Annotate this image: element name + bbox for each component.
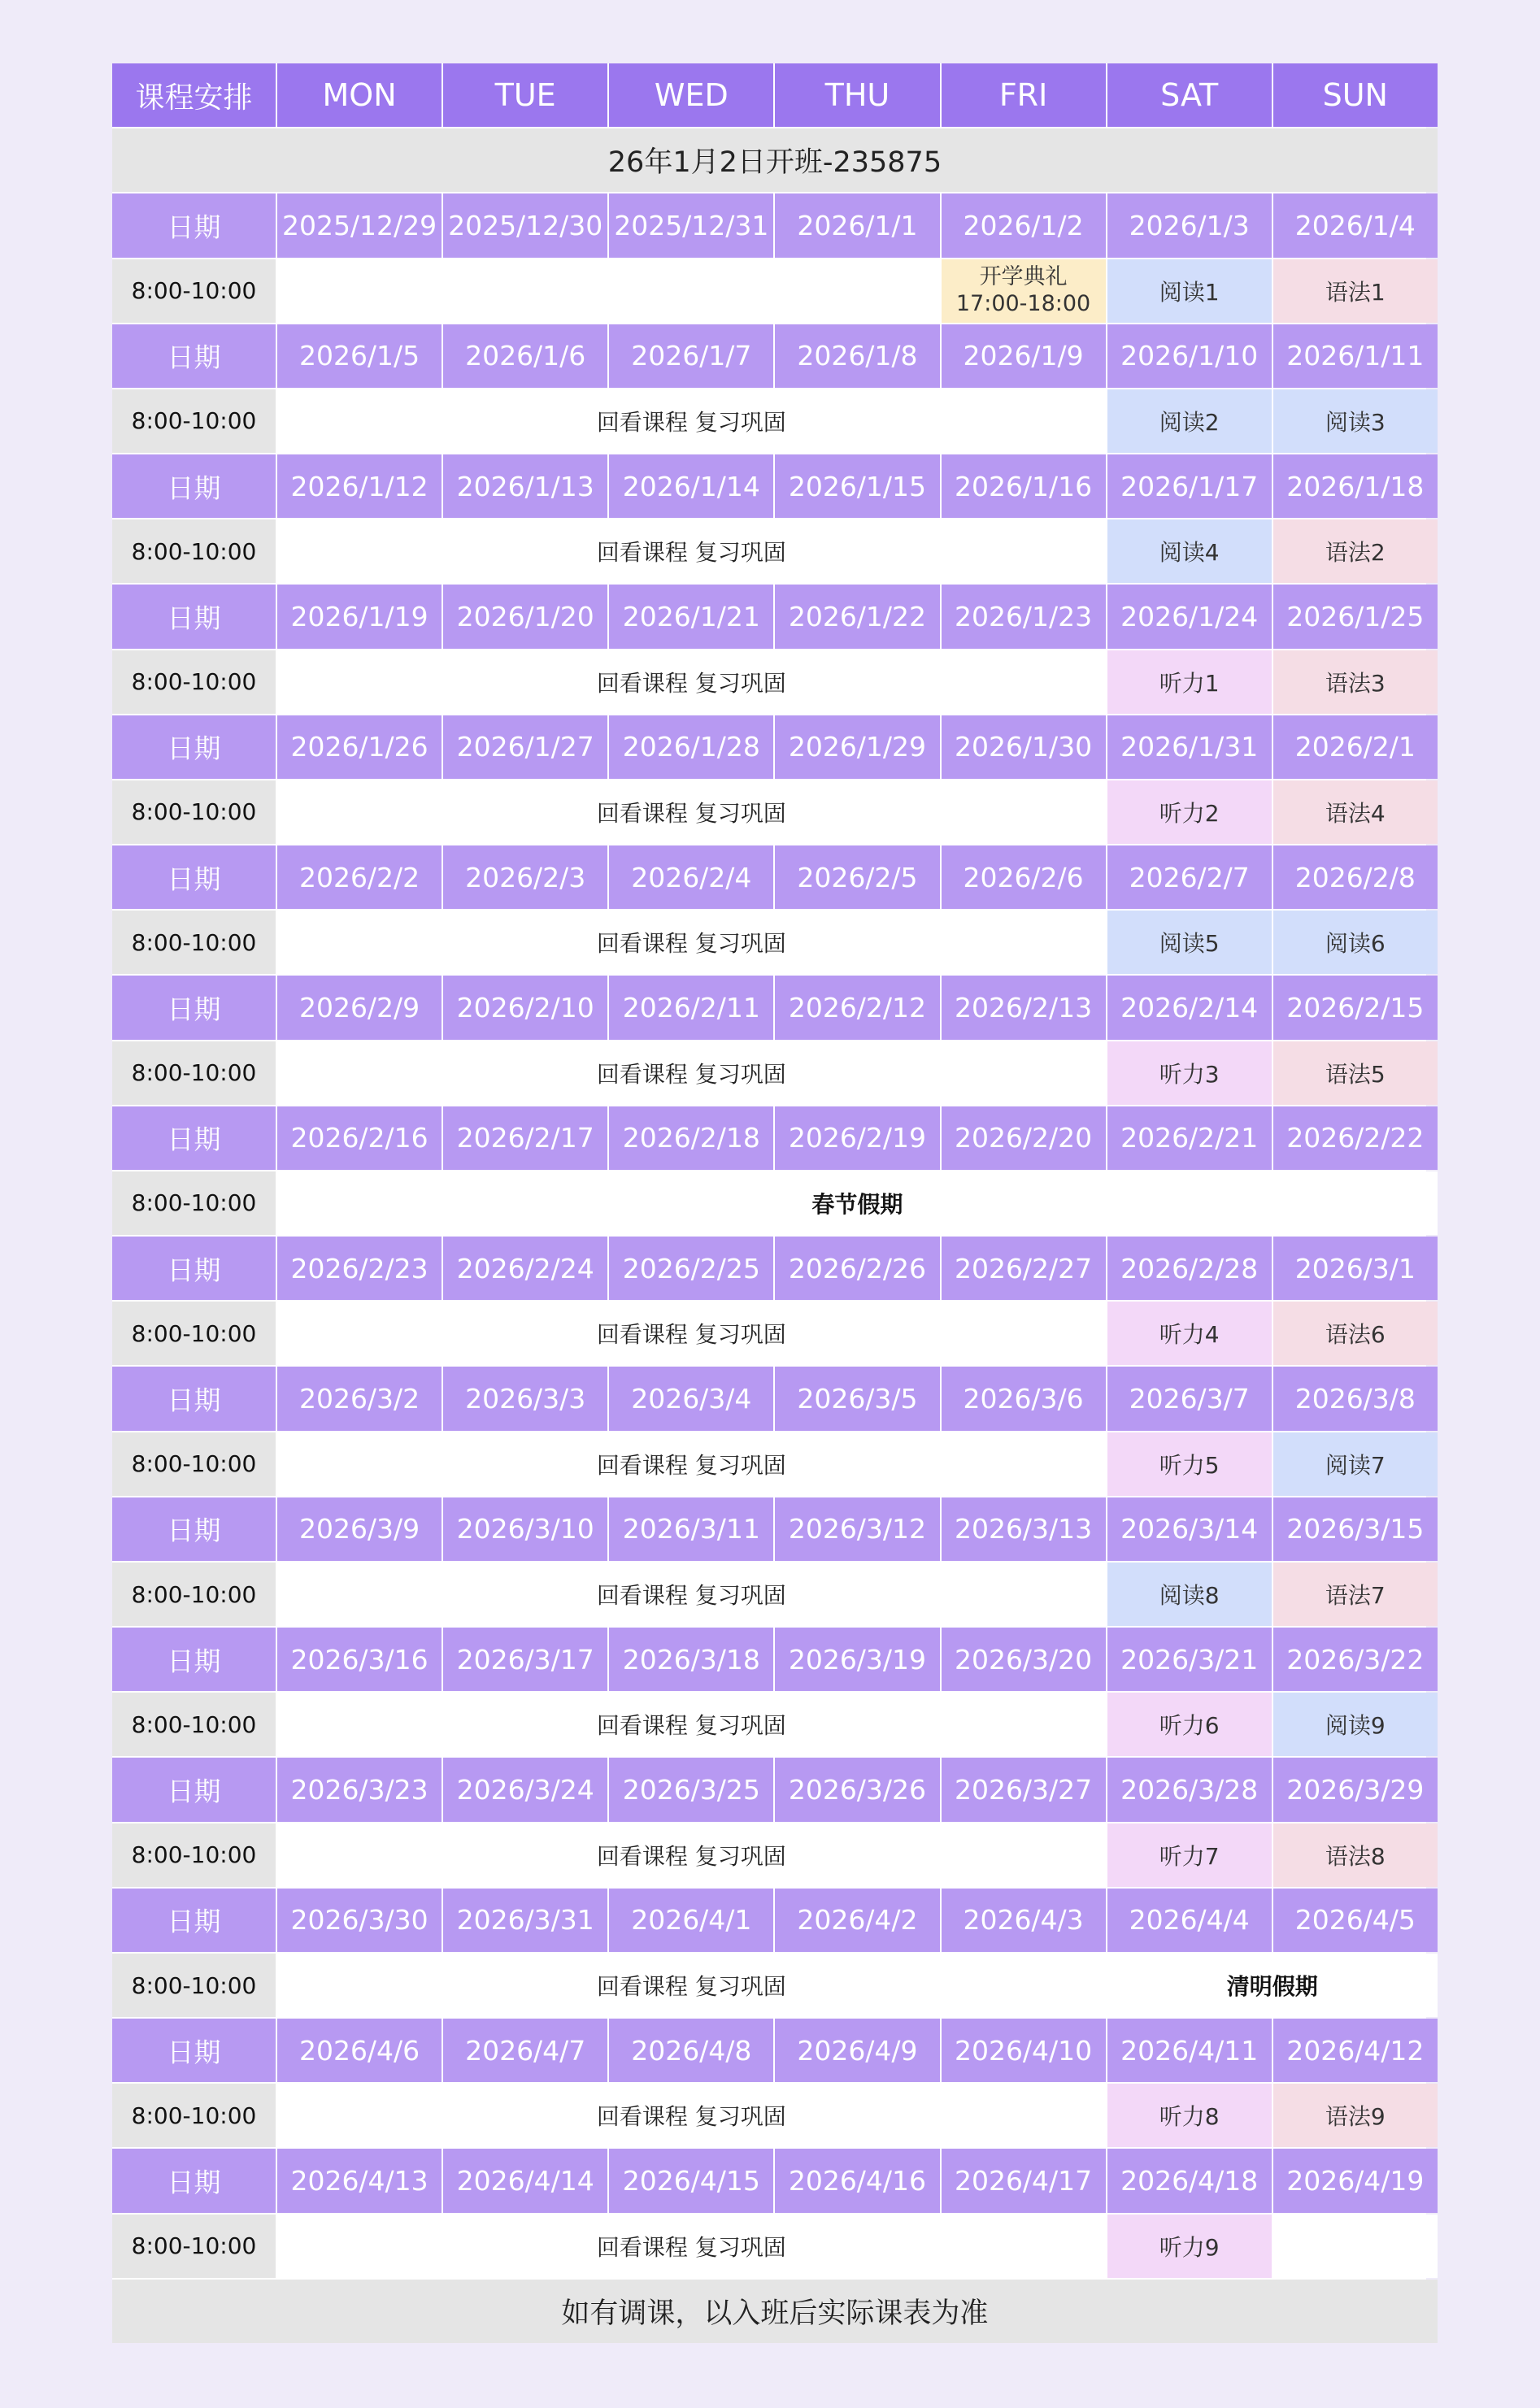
- date-2026-1-12: 2026/1/12: [277, 454, 442, 518]
- date-2026-1-13: 2026/1/13: [443, 454, 607, 518]
- footer-note: 如有调课，以入班后实际课表为准: [112, 2280, 1438, 2343]
- lesson-grammar: 语法5: [1273, 1041, 1438, 1105]
- empty-cell: [277, 259, 940, 323]
- time-slot: 8:00-10:00: [112, 259, 276, 323]
- date-2026-4-8: 2026/4/8: [609, 2019, 773, 2082]
- date-2026-3-26: 2026/3/26: [775, 1758, 939, 1821]
- date-2026-1-26: 2026/1/26: [277, 715, 442, 779]
- review-cell: 回看课程 复习巩固: [277, 1693, 1106, 1756]
- date-2026-1-9: 2026/1/9: [942, 324, 1106, 388]
- empty-cell: [1273, 2215, 1438, 2278]
- date-2026-2-8: 2026/2/8: [1273, 845, 1438, 909]
- review-cell: 回看课程 复习巩固: [277, 1954, 1106, 2017]
- review-cell: 回看课程 复习巩固: [277, 1302, 1106, 1365]
- course-schedule-table: [112, 63, 1426, 2343]
- date-2026-4-13: 2026/4/13: [277, 2149, 442, 2212]
- date-2026-3-1: 2026/3/1: [1273, 1237, 1438, 1300]
- holiday-cell: 清明假期: [1107, 1954, 1438, 2017]
- date-2026-3-31: 2026/3/31: [443, 1889, 607, 1952]
- date-row-label: 日期: [112, 585, 276, 648]
- date-2026-1-10: 2026/1/10: [1107, 324, 1272, 388]
- lesson-reading: 阅读1: [1107, 259, 1272, 323]
- time-slot: 8:00-10:00: [112, 1171, 276, 1235]
- day-header-sun: SUN: [1273, 63, 1438, 127]
- date-2026-2-23: 2026/2/23: [277, 1237, 442, 1300]
- date-2026-2-25: 2026/2/25: [609, 1237, 773, 1300]
- date-2026-2-22: 2026/2/22: [1273, 1106, 1438, 1170]
- review-cell: 回看课程 复习巩固: [277, 1823, 1106, 1887]
- date-2026-3-25: 2026/3/25: [609, 1758, 773, 1821]
- lesson-reading: 阅读6: [1273, 911, 1438, 974]
- date-2026-4-18: 2026/4/18: [1107, 2149, 1272, 2212]
- time-slot: 8:00-10:00: [112, 1954, 276, 2017]
- date-2026-1-23: 2026/1/23: [942, 585, 1106, 648]
- date-row-label: 日期: [112, 1237, 276, 1300]
- date-2026-1-1: 2026/1/1: [775, 193, 939, 257]
- lesson-grammar: 语法3: [1273, 650, 1438, 714]
- date-2026-2-6: 2026/2/6: [942, 845, 1106, 909]
- date-2026-1-5: 2026/1/5: [277, 324, 442, 388]
- date-2026-1-6: 2026/1/6: [443, 324, 607, 388]
- date-2026-4-10: 2026/4/10: [942, 2019, 1106, 2082]
- date-row-label: 日期: [112, 976, 276, 1039]
- lesson-reading: 阅读7: [1273, 1432, 1438, 1496]
- date-2026-2-16: 2026/2/16: [277, 1106, 442, 1170]
- date-2026-3-8: 2026/3/8: [1273, 1367, 1438, 1430]
- date-2026-2-18: 2026/2/18: [609, 1106, 773, 1170]
- date-2026-2-10: 2026/2/10: [443, 976, 607, 1039]
- header-title: 课程安排: [112, 63, 276, 127]
- date-2026-3-15: 2026/3/15: [1273, 1497, 1438, 1561]
- lesson-reading: 阅读5: [1107, 911, 1272, 974]
- date-2026-4-1: 2026/4/1: [609, 1889, 773, 1952]
- day-header-fri: FRI: [942, 63, 1106, 127]
- date-2026-1-28: 2026/1/28: [609, 715, 773, 779]
- time-slot: 8:00-10:00: [112, 1432, 276, 1496]
- date-2026-1-19: 2026/1/19: [277, 585, 442, 648]
- date-2026-3-4: 2026/3/4: [609, 1367, 773, 1430]
- date-2026-2-1: 2026/2/1: [1273, 715, 1438, 779]
- time-slot: 8:00-10:00: [112, 1823, 276, 1887]
- review-cell: 回看课程 复习巩固: [277, 389, 1106, 453]
- lesson-listening: 听力6: [1107, 1693, 1272, 1756]
- lesson-listening: 听力9: [1107, 2215, 1272, 2278]
- lesson-listening: 听力5: [1107, 1432, 1272, 1496]
- lesson-grammar: 语法9: [1273, 2084, 1438, 2147]
- review-cell: 回看课程 复习巩固: [277, 1563, 1106, 1626]
- date-2026-1-8: 2026/1/8: [775, 324, 939, 388]
- lesson-reading: 阅读4: [1107, 519, 1272, 583]
- date-2026-1-18: 2026/1/18: [1273, 454, 1438, 518]
- date-2026-1-30: 2026/1/30: [942, 715, 1106, 779]
- time-slot: 8:00-10:00: [112, 650, 276, 714]
- class-start-banner: 26年1月2日开班-235875: [112, 128, 1438, 192]
- date-2026-4-3: 2026/4/3: [942, 1889, 1106, 1952]
- date-2026-2-13: 2026/2/13: [942, 976, 1106, 1039]
- date-row-label: 日期: [112, 1367, 276, 1430]
- date-2026-3-10: 2026/3/10: [443, 1497, 607, 1561]
- date-2026-4-4: 2026/4/4: [1107, 1889, 1272, 1952]
- date-row-label: 日期: [112, 2149, 276, 2212]
- time-slot: 8:00-10:00: [112, 1302, 276, 1365]
- date-2026-2-27: 2026/2/27: [942, 1237, 1106, 1300]
- lesson-reading: 阅读2: [1107, 389, 1272, 453]
- date-2026-2-15: 2026/2/15: [1273, 976, 1438, 1039]
- date-row-label: 日期: [112, 454, 276, 518]
- lesson-reading: 阅读3: [1273, 389, 1438, 453]
- date-row-label: 日期: [112, 845, 276, 909]
- date-row-label: 日期: [112, 1106, 276, 1170]
- lesson-grammar: 语法4: [1273, 780, 1438, 844]
- date-2026-4-7: 2026/4/7: [443, 2019, 607, 2082]
- time-slot: 8:00-10:00: [112, 2215, 276, 2278]
- date-2026-3-17: 2026/3/17: [443, 1628, 607, 1691]
- date-2026-1-3: 2026/1/3: [1107, 193, 1272, 257]
- date-2026-3-28: 2026/3/28: [1107, 1758, 1272, 1821]
- date-2026-3-6: 2026/3/6: [942, 1367, 1106, 1430]
- time-slot: 8:00-10:00: [112, 1693, 276, 1756]
- date-2026-3-24: 2026/3/24: [443, 1758, 607, 1821]
- date-2026-3-21: 2026/3/21: [1107, 1628, 1272, 1691]
- date-2026-4-15: 2026/4/15: [609, 2149, 773, 2212]
- time-slot: 8:00-10:00: [112, 1563, 276, 1626]
- lesson-listening: 听力7: [1107, 1823, 1272, 1887]
- date-2026-2-11: 2026/2/11: [609, 976, 773, 1039]
- date-2025-12-29: 2025/12/29: [277, 193, 442, 257]
- review-cell: 回看课程 复习巩固: [277, 1041, 1106, 1105]
- date-2026-2-2: 2026/2/2: [277, 845, 442, 909]
- date-2026-4-6: 2026/4/6: [277, 2019, 442, 2082]
- time-slot: 8:00-10:00: [112, 911, 276, 974]
- date-2026-1-24: 2026/1/24: [1107, 585, 1272, 648]
- date-2026-3-23: 2026/3/23: [277, 1758, 442, 1821]
- date-2026-1-21: 2026/1/21: [609, 585, 773, 648]
- lesson-grammar: 语法8: [1273, 1823, 1438, 1887]
- day-header-sat: SAT: [1107, 63, 1272, 127]
- review-cell: 回看课程 复习巩固: [277, 1432, 1106, 1496]
- day-header-thu: THU: [775, 63, 939, 127]
- review-cell: 回看课程 复习巩固: [277, 911, 1106, 974]
- date-2026-1-4: 2026/1/4: [1273, 193, 1438, 257]
- date-2026-2-26: 2026/2/26: [775, 1237, 939, 1300]
- date-2026-2-14: 2026/2/14: [1107, 976, 1272, 1039]
- lesson-grammar: 语法7: [1273, 1563, 1438, 1626]
- lesson-reading: 阅读8: [1107, 1563, 1272, 1626]
- date-2026-3-5: 2026/3/5: [775, 1367, 939, 1430]
- date-2026-2-4: 2026/2/4: [609, 845, 773, 909]
- date-2026-2-28: 2026/2/28: [1107, 1237, 1272, 1300]
- lesson-reading: 阅读9: [1273, 1693, 1438, 1756]
- review-cell: 回看课程 复习巩固: [277, 519, 1106, 583]
- date-2026-3-16: 2026/3/16: [277, 1628, 442, 1691]
- date-2026-1-20: 2026/1/20: [443, 585, 607, 648]
- date-row-label: 日期: [112, 715, 276, 779]
- date-2026-1-14: 2026/1/14: [609, 454, 773, 518]
- review-cell: 回看课程 复习巩固: [277, 2084, 1106, 2147]
- date-2026-3-2: 2026/3/2: [277, 1367, 442, 1430]
- date-2026-1-7: 2026/1/7: [609, 324, 773, 388]
- date-row-label: 日期: [112, 1628, 276, 1691]
- time-slot: 8:00-10:00: [112, 519, 276, 583]
- date-2026-2-21: 2026/2/21: [1107, 1106, 1272, 1170]
- time-slot: 8:00-10:00: [112, 2084, 276, 2147]
- date-row-label: 日期: [112, 1758, 276, 1821]
- date-2026-2-20: 2026/2/20: [942, 1106, 1106, 1170]
- date-2026-4-12: 2026/4/12: [1273, 2019, 1438, 2082]
- date-2026-4-17: 2026/4/17: [942, 2149, 1106, 2212]
- date-row-label: 日期: [112, 324, 276, 388]
- date-2026-2-5: 2026/2/5: [775, 845, 939, 909]
- day-header-mon: MON: [277, 63, 442, 127]
- date-2026-1-2: 2026/1/2: [942, 193, 1106, 257]
- date-2026-1-29: 2026/1/29: [775, 715, 939, 779]
- date-2026-4-2: 2026/4/2: [775, 1889, 939, 1952]
- date-2026-3-22: 2026/3/22: [1273, 1628, 1438, 1691]
- holiday-cell: 春节假期: [277, 1171, 1438, 1235]
- date-2026-2-12: 2026/2/12: [775, 976, 939, 1039]
- date-2026-1-31: 2026/1/31: [1107, 715, 1272, 779]
- date-2026-1-15: 2026/1/15: [775, 454, 939, 518]
- date-2026-2-17: 2026/2/17: [443, 1106, 607, 1170]
- date-2026-3-30: 2026/3/30: [277, 1889, 442, 1952]
- review-cell: 回看课程 复习巩固: [277, 780, 1106, 844]
- date-2026-1-16: 2026/1/16: [942, 454, 1106, 518]
- date-2026-4-14: 2026/4/14: [443, 2149, 607, 2212]
- date-2026-1-25: 2026/1/25: [1273, 585, 1438, 648]
- date-2026-3-14: 2026/3/14: [1107, 1497, 1272, 1561]
- ceremony-title: 开学典礼: [979, 264, 1068, 290]
- date-2026-4-16: 2026/4/16: [775, 2149, 939, 2212]
- date-2025-12-31: 2025/12/31: [609, 193, 773, 257]
- date-2025-12-30: 2025/12/30: [443, 193, 607, 257]
- date-row-label: 日期: [112, 193, 276, 257]
- ceremony-time: 17:00-18:00: [955, 290, 1091, 316]
- date-2026-4-11: 2026/4/11: [1107, 2019, 1272, 2082]
- lesson-listening: 听力8: [1107, 2084, 1272, 2147]
- lesson-listening: 听力4: [1107, 1302, 1272, 1365]
- date-2026-1-11: 2026/1/11: [1273, 324, 1438, 388]
- date-2026-3-11: 2026/3/11: [609, 1497, 773, 1561]
- date-2026-3-19: 2026/3/19: [775, 1628, 939, 1691]
- date-row-label: 日期: [112, 1497, 276, 1561]
- date-2026-3-20: 2026/3/20: [942, 1628, 1106, 1691]
- date-2026-3-18: 2026/3/18: [609, 1628, 773, 1691]
- time-slot: 8:00-10:00: [112, 1041, 276, 1105]
- date-2026-3-29: 2026/3/29: [1273, 1758, 1438, 1821]
- date-2026-4-19: 2026/4/19: [1273, 2149, 1438, 2212]
- date-2026-4-5: 2026/4/5: [1273, 1889, 1438, 1952]
- review-cell: 回看课程 复习巩固: [277, 650, 1106, 714]
- opening-ceremony-cell: [942, 259, 1106, 323]
- day-header-tue: TUE: [443, 63, 607, 127]
- review-cell: 回看课程 复习巩固: [277, 2215, 1106, 2278]
- date-row-label: 日期: [112, 2019, 276, 2082]
- date-2026-1-27: 2026/1/27: [443, 715, 607, 779]
- date-2026-3-13: 2026/3/13: [942, 1497, 1106, 1561]
- lesson-listening: 听力2: [1107, 780, 1272, 844]
- date-2026-2-19: 2026/2/19: [775, 1106, 939, 1170]
- date-2026-2-24: 2026/2/24: [443, 1237, 607, 1300]
- lesson-listening: 听力1: [1107, 650, 1272, 714]
- date-2026-3-9: 2026/3/9: [277, 1497, 442, 1561]
- date-2026-1-17: 2026/1/17: [1107, 454, 1272, 518]
- lesson-grammar: 语法6: [1273, 1302, 1438, 1365]
- date-2026-3-12: 2026/3/12: [775, 1497, 939, 1561]
- date-2026-2-3: 2026/2/3: [443, 845, 607, 909]
- day-header-wed: WED: [609, 63, 773, 127]
- date-2026-3-7: 2026/3/7: [1107, 1367, 1272, 1430]
- lesson-grammar: 语法2: [1273, 519, 1438, 583]
- lesson-listening: 听力3: [1107, 1041, 1272, 1105]
- lesson-grammar: 语法1: [1273, 259, 1438, 323]
- date-2026-3-27: 2026/3/27: [942, 1758, 1106, 1821]
- date-2026-4-9: 2026/4/9: [775, 2019, 939, 2082]
- time-slot: 8:00-10:00: [112, 780, 276, 844]
- date-2026-1-22: 2026/1/22: [775, 585, 939, 648]
- date-row-label: 日期: [112, 1889, 276, 1952]
- date-2026-3-3: 2026/3/3: [443, 1367, 607, 1430]
- time-slot: 8:00-10:00: [112, 389, 276, 453]
- date-2026-2-7: 2026/2/7: [1107, 845, 1272, 909]
- date-2026-2-9: 2026/2/9: [277, 976, 442, 1039]
